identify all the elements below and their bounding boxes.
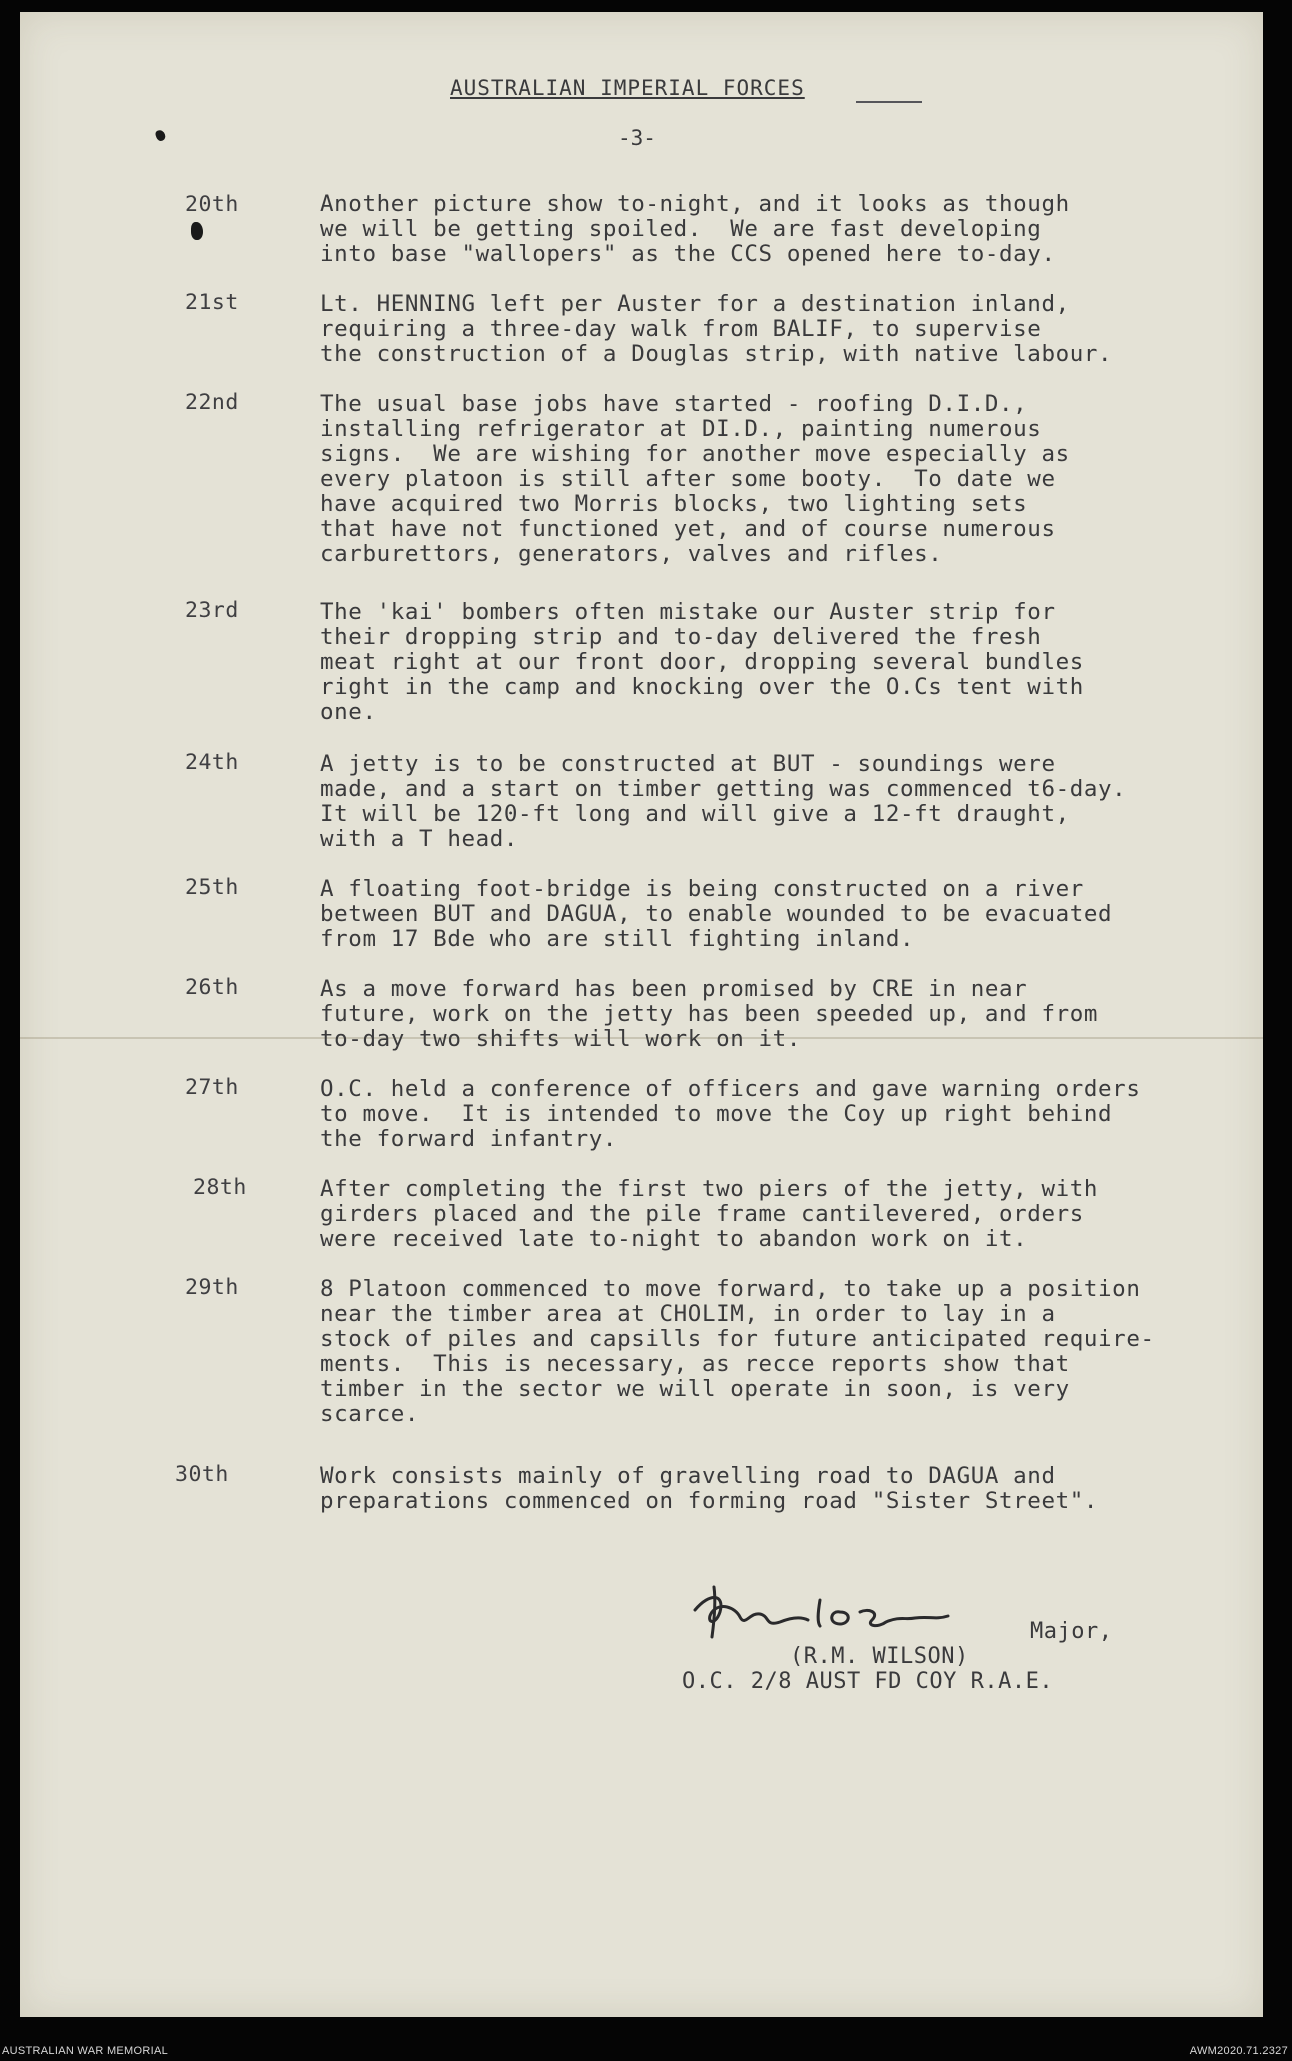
entry-text	[320, 292, 1112, 367]
entry-text	[320, 877, 1112, 952]
entry-text	[320, 392, 1070, 567]
footer-archive-name: AUSTRALIAN WAR MEMORIAL	[2, 2045, 169, 2057]
entry-line: The 'kai' bombers often mistake our Auster strip for	[320, 599, 1056, 625]
entry-line: 8 Platoon commenced to move forward, to take up a position	[320, 1276, 1141, 1302]
entry-text	[320, 977, 1098, 1052]
entry-text	[320, 1177, 1098, 1252]
entry-line: stock of piles and capsills for future anticipated require-	[320, 1326, 1155, 1352]
entry-line: meat right at our front door, dropping several bundles	[320, 649, 1084, 675]
entry-date: 25th	[185, 875, 239, 900]
entry-line: to-day two shifts will work on it.	[320, 1026, 801, 1052]
entry-line: ments. This is necessary, as recce reports show that	[320, 1351, 1070, 1377]
entry-line: After completing the first two piers of the jetty, with	[320, 1176, 1099, 1202]
ink-mark	[191, 222, 203, 240]
entry-line: made, and a start on timber getting was commenced t6-day.	[320, 776, 1127, 802]
document-page	[20, 12, 1263, 2017]
entry-line: the construction of a Douglas strip, with native labour.	[320, 341, 1113, 367]
entry-line: The usual base jobs have started - roofing D.I.D.,	[320, 391, 1028, 417]
heading-underline	[856, 101, 922, 103]
entry-date: 30th	[175, 1462, 229, 1487]
entry-line: have acquired two Morris blocks, two lighting sets	[320, 491, 1028, 517]
entry-line: between BUT and DAGUA, to enable wounded to be evacuated	[320, 901, 1113, 927]
entry-line: signs. We are wishing for another move especially as	[320, 441, 1070, 467]
entry-date: 29th	[185, 1275, 239, 1300]
entry-date: 27th	[185, 1075, 239, 1100]
ink-mark	[154, 129, 166, 142]
entry-line: As a move forward has been promised by CRE in near	[320, 976, 1028, 1002]
entry-date: 28th	[193, 1175, 247, 1200]
entry-text	[320, 1464, 1098, 1514]
entry-line: with a T head.	[320, 826, 519, 852]
entry-line: future, work on the jetty has been speeded up, and from	[320, 1001, 1099, 1027]
entry-date: 23rd	[185, 598, 239, 623]
entry-date: 20th	[185, 192, 239, 217]
entry-date: 24th	[185, 750, 239, 775]
entry-line: one.	[320, 699, 377, 725]
entry-date: 22nd	[185, 390, 239, 415]
entry-line: that have not functioned yet, and of course numerous	[320, 516, 1056, 542]
entry-line: were received late to-night to abandon work on it.	[320, 1226, 1028, 1252]
entry-text	[320, 192, 1070, 267]
entry-text	[320, 1077, 1140, 1152]
entry-line: scarce.	[320, 1401, 420, 1427]
page-number: -3-	[618, 126, 656, 150]
entry-line: O.C. held a conference of officers and gave warning orders	[320, 1076, 1141, 1102]
document-heading: AUSTRALIAN IMPERIAL FORCES	[450, 76, 805, 100]
handwritten-signature	[690, 1582, 1020, 1652]
entry-line: to move. It is intended to move the Coy up right behind	[320, 1101, 1113, 1127]
entry-line: Lt. HENNING left per Auster for a destination inland,	[320, 291, 1070, 317]
entry-line: A jetty is to be constructed at BUT - soundings were	[320, 751, 1056, 777]
entry-line: right in the camp and knocking over the O.Cs tent with	[320, 674, 1084, 700]
entry-line: preparations commenced on forming road "Sister Street".	[320, 1488, 1099, 1514]
entry-line: Another picture show to-night, and it looks as though	[320, 191, 1070, 217]
signature-unit: O.C. 2/8 AUST FD COY R.A.E.	[682, 1669, 1054, 1694]
entry-text	[320, 1277, 1155, 1427]
entry-date: 21st	[185, 290, 239, 315]
entry-line: carburettors, generators, valves and rifles.	[320, 541, 943, 567]
entry-line: installing refrigerator at DI.D., painting numerous	[320, 416, 1042, 442]
entry-line: the forward infantry.	[320, 1126, 618, 1152]
entry-line: Work consists mainly of gravelling road to DAGUA and	[320, 1463, 1056, 1489]
entry-text	[320, 600, 1084, 725]
entry-line: their dropping strip and to-day delivered the fresh	[320, 624, 1042, 650]
entry-line: timber in the sector we will operate in soon, is very	[320, 1376, 1070, 1402]
signature-rank: Major,	[1030, 1619, 1113, 1644]
entry-line: from 17 Bde who are still fighting inland.	[320, 926, 915, 952]
entry-line: requiring a three-day walk from BALIF, to supervise	[320, 316, 1042, 342]
footer-accession-number: AWM2020.71.2327	[1189, 2045, 1288, 2057]
entry-date: 26th	[185, 975, 239, 1000]
entry-text	[320, 752, 1126, 852]
entry-line: It will be 120-ft long and will give a 12-ft draught,	[320, 801, 1070, 827]
entry-line: girders placed and the pile frame cantilevered, orders	[320, 1201, 1084, 1227]
signature-name: (R.M. WILSON)	[790, 1644, 969, 1669]
entry-line: into base "wallopers" as the CCS opened here to-day.	[320, 241, 1056, 267]
entry-line: near the timber area at CHOLIM, in order to lay in a	[320, 1301, 1056, 1327]
entry-line: every platoon is still after some booty. To date we	[320, 466, 1056, 492]
entry-line: A floating foot-bridge is being constructed on a river	[320, 876, 1084, 902]
entry-line: we will be getting spoiled. We are fast developing	[320, 216, 1042, 242]
